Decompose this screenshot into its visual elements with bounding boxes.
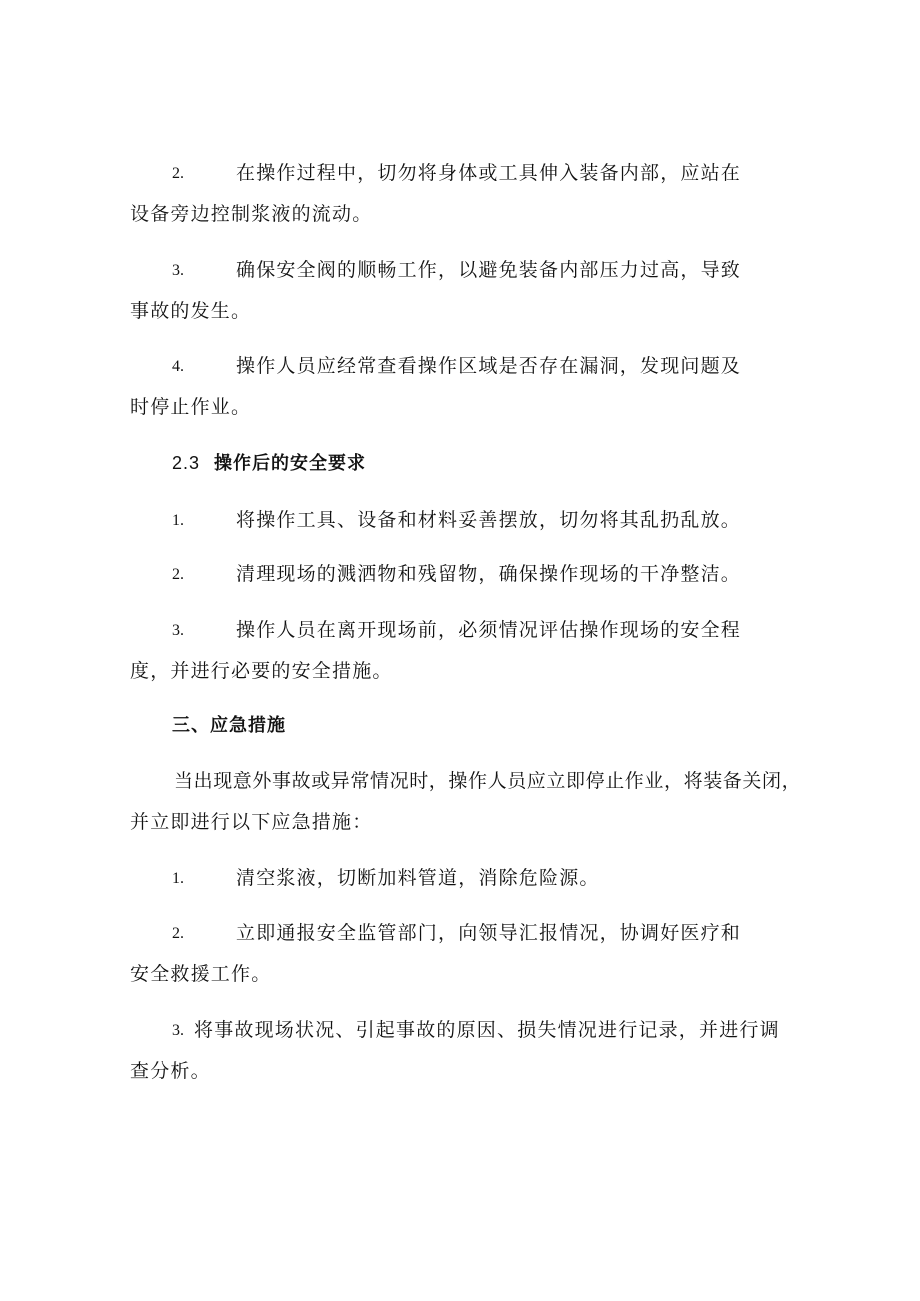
paragraph-line: 将事故现场状况、引起事故的原因、损失情况进行记录，并进行调 — [194, 1019, 780, 1041]
paragraph-line: 清理现场的溅洒物和残留物，确保操作现场的干净整洁。 — [236, 563, 742, 585]
item-number: 3. — [172, 1022, 184, 1039]
paragraph-line: 并立即进行以下应急措施： — [130, 811, 373, 833]
section-title: 操作后的安全要求 — [214, 453, 367, 474]
section-number: 2.3 — [172, 453, 201, 473]
paragraph-line: 将操作工具、设备和材料妥善摆放，切勿将其乱扔乱放。 — [236, 509, 742, 531]
paragraph-line: 确保安全阀的顺畅工作，以避免装备内部压力过高，导致 — [236, 259, 742, 281]
paragraph-line: 时停止作业。 — [130, 396, 252, 418]
paragraph-line: 立即通报安全监管部门，向领导汇报情况，协调好医疗和 — [236, 922, 742, 944]
paragraph-line: 在操作过程中，切勿将身体或工具伸入装备内部，应站在 — [236, 162, 742, 184]
section-heading — [172, 451, 366, 476]
paragraph-line: 清空浆液，切断加料管道，消除危险源。 — [236, 867, 600, 889]
paragraph-line: 度，并进行必要的安全措施。 — [130, 660, 393, 682]
item-number: 1. — [172, 512, 184, 529]
paragraph-line: 操作人员应经常查看操作区域是否存在漏洞，发现问题及 — [236, 355, 742, 377]
paragraph-line: 操作人员在离开现场前，必须情况评估操作现场的安全程 — [236, 619, 742, 641]
paragraph-line: 查分析。 — [130, 1060, 211, 1082]
paragraph-line: 事故的发生。 — [130, 300, 252, 322]
item-number: 4. — [172, 358, 184, 375]
item-number: 3. — [172, 262, 184, 279]
item-number: 1. — [172, 870, 184, 887]
item-number: 3. — [172, 622, 184, 639]
item-number: 2. — [172, 925, 184, 942]
paragraph-line: 当出现意外事故或异常情况时，操作人员应立即停止作业，将装备关闭， — [174, 770, 802, 792]
paragraph-line: 设备旁边控制浆液的流动。 — [130, 203, 373, 225]
item-number: 2. — [172, 165, 184, 182]
paragraph-line: 安全救援工作。 — [130, 963, 272, 985]
section-heading: 三、应急措施 — [172, 715, 286, 736]
item-number: 2. — [172, 566, 184, 583]
